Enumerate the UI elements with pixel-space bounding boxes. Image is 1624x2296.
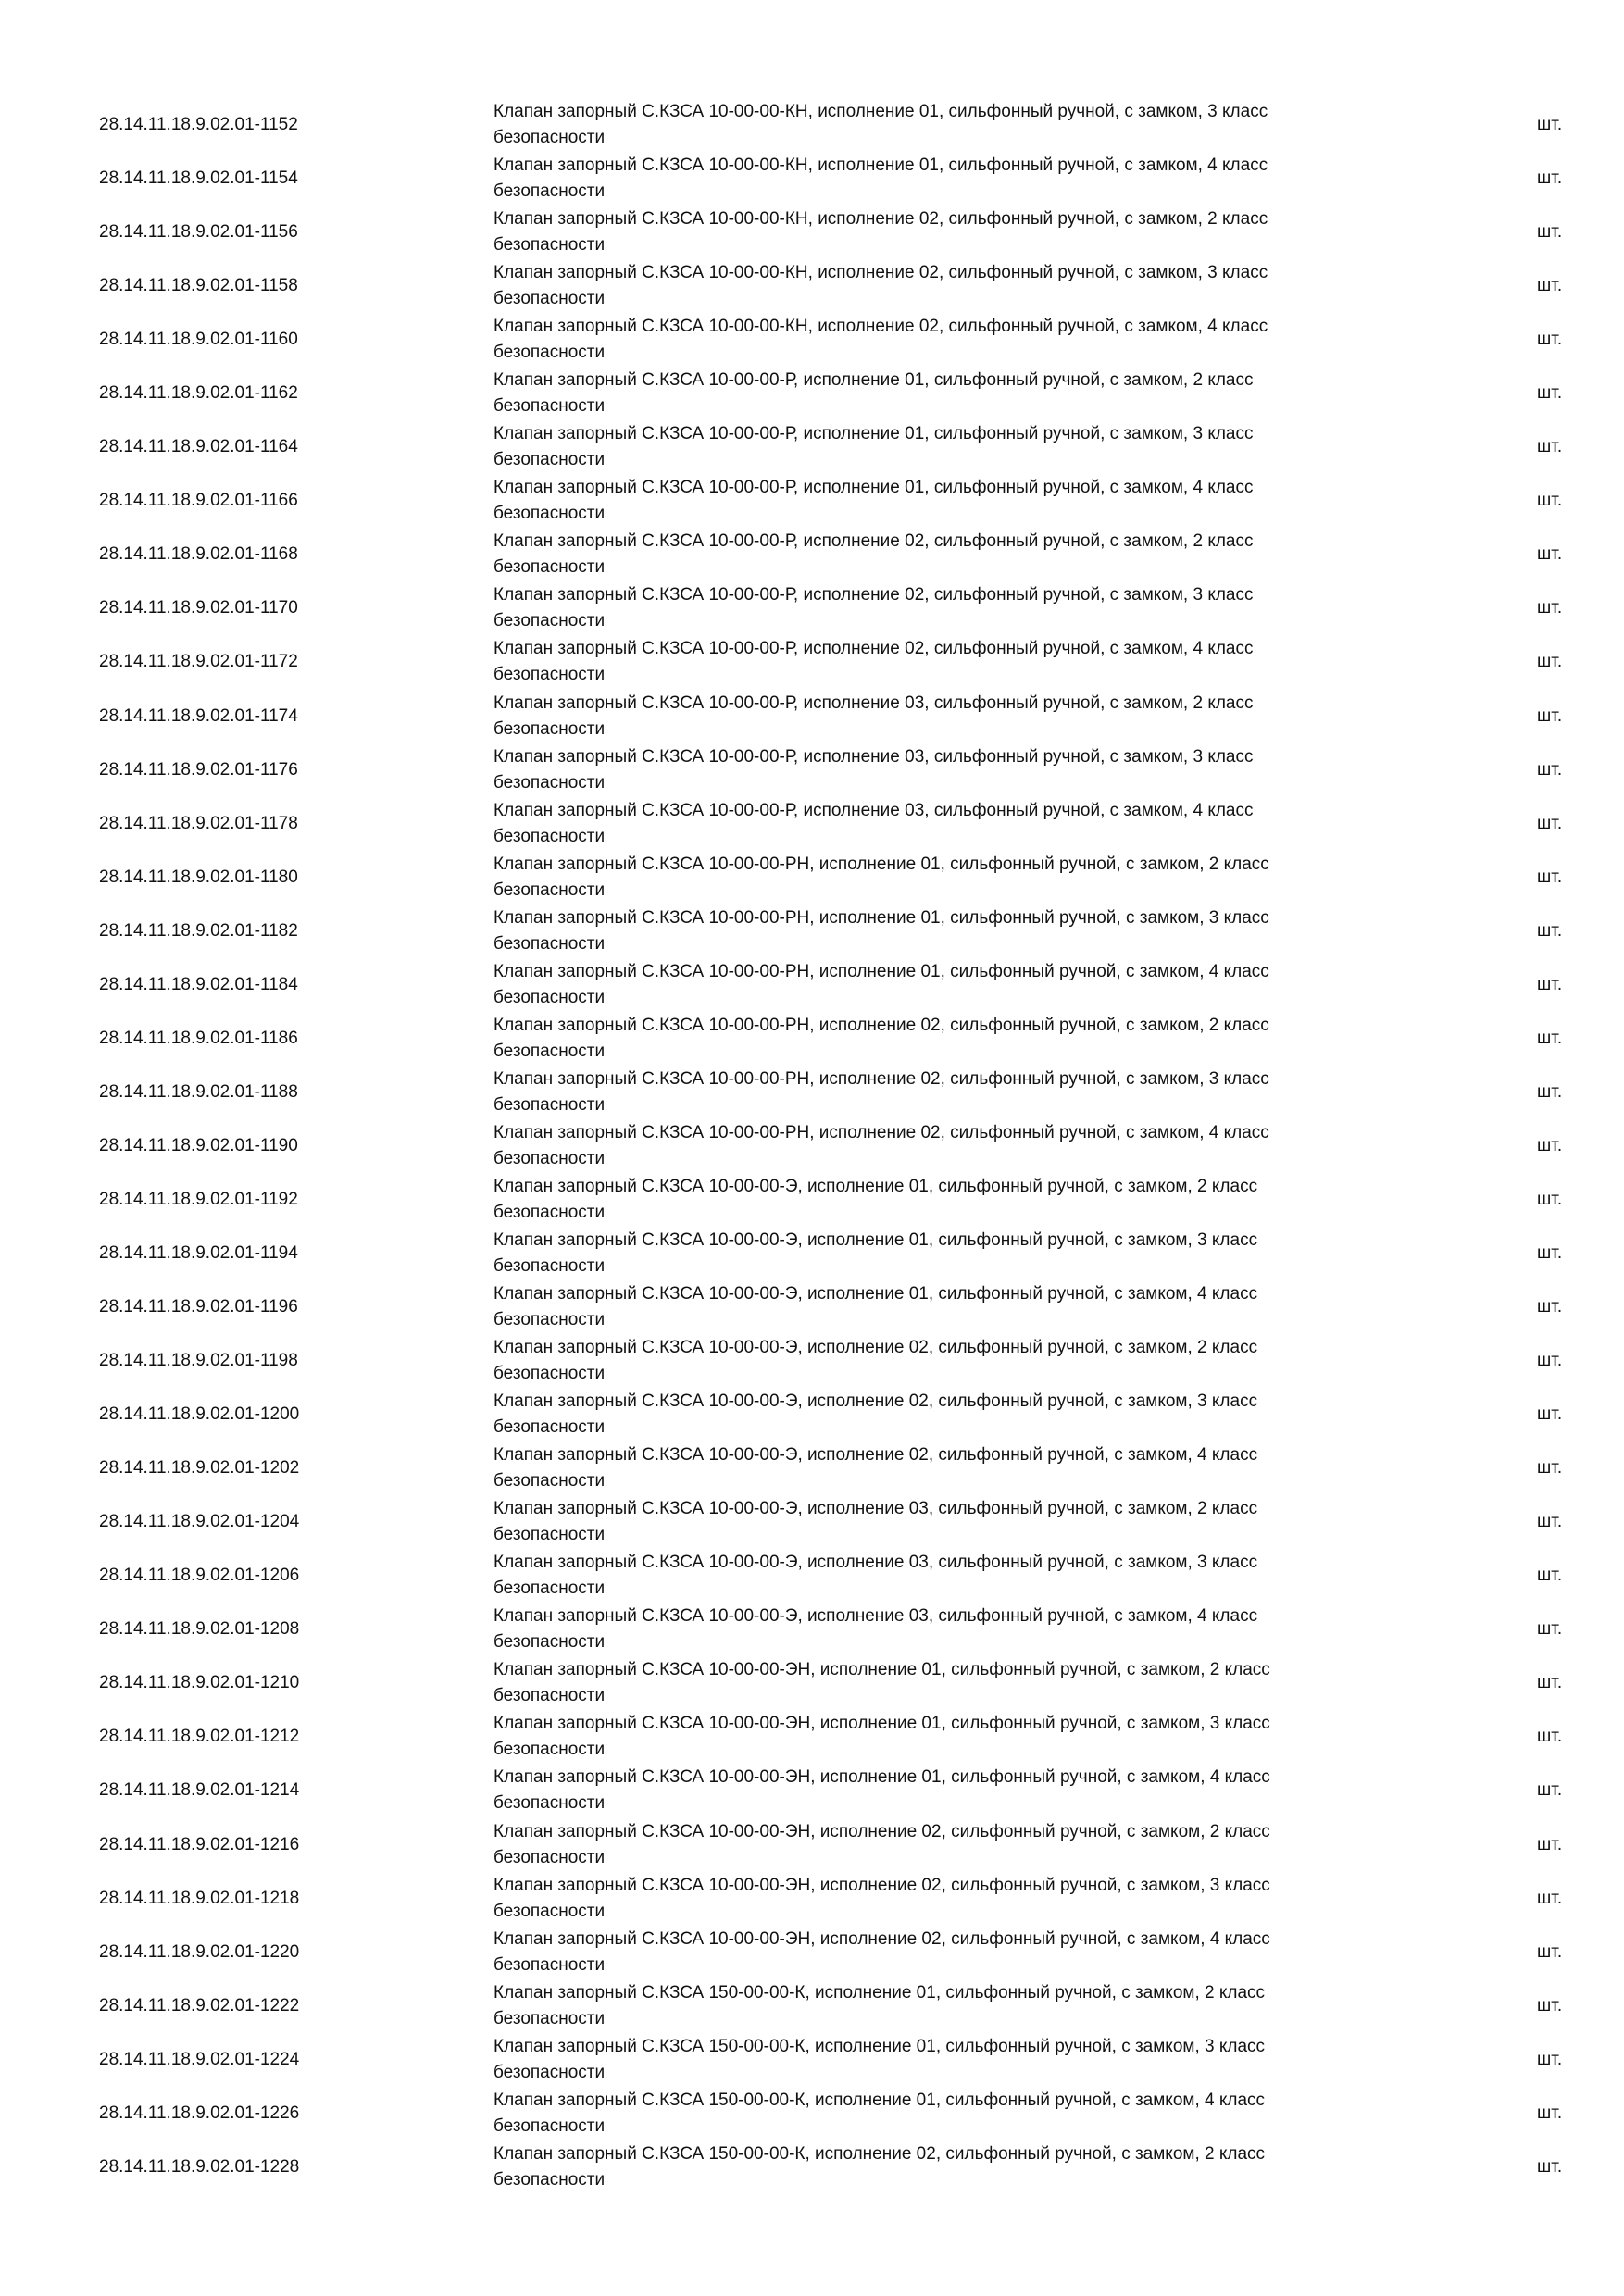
table-row [0, 635, 1624, 689]
item-description: Клапан запорный С.КЗСА 10-00-00-РН, исполнение 02, сильфонный ручной, с замком, 2 класс безопасности [493, 1015, 1269, 1061]
table-row [0, 1119, 1624, 1173]
item-code: 28.14.11.18.9.02.01-1228 [99, 2156, 300, 2177]
item-unit: шт. [1537, 544, 1563, 565]
item-unit: шт. [1537, 2049, 1563, 2069]
item-code: 28.14.11.18.9.02.01-1200 [99, 1404, 300, 1425]
item-unit: шт. [1537, 1404, 1563, 1425]
item-description: Клапан запорный С.КЗСА 10-00-00-Р, исполнение 03, сильфонный ручной, с замком, 4 класс безопасности [493, 800, 1254, 846]
table-row [0, 1173, 1624, 1227]
item-code: 28.14.11.18.9.02.01-1202 [99, 1458, 300, 1479]
item-code: 28.14.11.18.9.02.01-1192 [99, 1189, 298, 1209]
item-description: Клапан запорный С.КЗСА 10-00-00-РН, исполнение 02, сильфонный ручной, с замком, 3 класс безопасности [493, 1068, 1269, 1115]
table-row [0, 313, 1624, 367]
table-row [0, 1979, 1624, 2033]
item-unit: шт. [1537, 1297, 1563, 1317]
table-row [0, 1818, 1624, 1872]
item-code: 28.14.11.18.9.02.01-1176 [99, 759, 298, 780]
table-row [0, 958, 1624, 1012]
table-row [0, 851, 1624, 905]
item-description: Клапан запорный С.КЗСА 10-00-00-Р, исполнение 01, сильфонный ручной, с замком, 4 класс безопасности [493, 478, 1254, 524]
item-code: 28.14.11.18.9.02.01-1214 [99, 1780, 300, 1801]
item-description: Клапан запорный С.КЗСА 10-00-00-Р, исполнение 02, сильфонный ручной, с замком, 3 класс безопасности [493, 585, 1254, 631]
table-row [0, 1066, 1624, 1119]
item-code: 28.14.11.18.9.02.01-1196 [99, 1297, 298, 1317]
table-row [0, 1872, 1624, 1926]
item-unit: шт. [1537, 1780, 1563, 1801]
item-description: Клапан запорный С.КЗСА 10-00-00-КН, исполнение 01, сильфонный ручной, с замком, 4 класс безопасности [493, 156, 1268, 202]
table-row [0, 690, 1624, 743]
item-unit: шт. [1537, 1135, 1563, 1155]
item-description: Клапан запорный С.КЗСА 10-00-00-Э, исполнение 02, сильфонный ручной, с замком, 4 класс безопасности [493, 1445, 1258, 1491]
item-unit: шт. [1537, 491, 1563, 511]
table-row [0, 2033, 1624, 2087]
item-unit: шт. [1537, 222, 1563, 243]
item-unit: шт. [1537, 1189, 1563, 1209]
item-description: Клапан запорный С.КЗСА 10-00-00-Р, исполнение 01, сильфонный ручной, с замком, 2 класс безопасности [493, 370, 1254, 417]
item-unit: шт. [1537, 705, 1563, 726]
item-unit: шт. [1537, 276, 1563, 296]
item-description: Клапан запорный С.КЗСА 10-00-00-КН, исполнение 02, сильфонный ручной, с замком, 4 класс безопасности [493, 317, 1268, 363]
price-table [0, 98, 1624, 2194]
item-code: 28.14.11.18.9.02.01-1218 [99, 1888, 300, 1908]
item-description: Клапан запорный С.КЗСА 150-00-00-К, исполнение 01, сильфонный ручной, с замком, 3 класс безопасности [493, 2036, 1266, 2082]
table-row [0, 1710, 1624, 1764]
item-description: Клапан запорный С.КЗСА 10-00-00-Э, исполнение 01, сильфонный ручной, с замком, 4 класс безопасности [493, 1284, 1258, 1330]
item-code: 28.14.11.18.9.02.01-1198 [99, 1351, 298, 1371]
table-row [0, 152, 1624, 206]
item-code: 28.14.11.18.9.02.01-1204 [99, 1512, 300, 1532]
item-code: 28.14.11.18.9.02.01-1210 [99, 1673, 300, 1693]
item-description: Клапан запорный С.КЗСА 10-00-00-КН, исполнение 02, сильфонный ручной, с замком, 3 класс безопасности [493, 263, 1268, 309]
item-unit: шт. [1537, 1458, 1563, 1479]
item-unit: шт. [1537, 1619, 1563, 1640]
table-row [0, 1603, 1624, 1656]
item-code: 28.14.11.18.9.02.01-1170 [99, 598, 298, 618]
item-description: Клапан запорный С.КЗСА 10-00-00-ЭН, исполнение 02, сильфонный ручной, с замком, 2 класс безопасности [493, 1821, 1270, 1867]
item-description: Клапан запорный С.КЗСА 10-00-00-Э, исполнение 03, сильфонный ручной, с замком, 4 класс безопасности [493, 1606, 1258, 1653]
table-row [0, 905, 1624, 958]
item-unit: шт. [1537, 2156, 1563, 2177]
item-unit: шт. [1537, 1242, 1563, 1263]
item-description: Клапан запорный С.КЗСА 10-00-00-РН, исполнение 02, сильфонный ручной, с замком, 4 класс безопасности [493, 1122, 1269, 1168]
item-code: 28.14.11.18.9.02.01-1184 [99, 974, 298, 994]
item-unit: шт. [1537, 813, 1563, 833]
item-description: Клапан запорный С.КЗСА 10-00-00-РН, исполнение 01, сильфонный ручной, с замком, 2 класс безопасности [493, 854, 1269, 900]
item-unit: шт. [1537, 598, 1563, 618]
item-unit: шт. [1537, 1673, 1563, 1693]
table-row [0, 581, 1624, 635]
item-unit: шт. [1537, 920, 1563, 941]
item-description: Клапан запорный С.КЗСА 150-00-00-К, исполнение 01, сильфонный ручной, с замком, 4 класс безопасности [493, 2090, 1266, 2136]
item-code: 28.14.11.18.9.02.01-1174 [99, 705, 298, 726]
table-row [0, 2140, 1624, 2194]
item-code: 28.14.11.18.9.02.01-1208 [99, 1619, 300, 1640]
item-description: Клапан запорный С.КЗСА 10-00-00-Р, исполнение 01, сильфонный ручной, с замком, 3 класс безопасности [493, 424, 1254, 470]
item-code: 28.14.11.18.9.02.01-1164 [99, 437, 298, 457]
item-unit: шт. [1537, 383, 1563, 404]
item-description: Клапан запорный С.КЗСА 10-00-00-Р, исполнение 03, сильфонный ручной, с замком, 3 класс безопасности [493, 746, 1254, 792]
table-row [0, 1227, 1624, 1280]
table-row [0, 420, 1624, 474]
table-row [0, 1334, 1624, 1388]
item-code: 28.14.11.18.9.02.01-1194 [99, 1242, 298, 1263]
item-description: Клапан запорный С.КЗСА 150-00-00-К, исполнение 01, сильфонный ручной, с замком, 2 класс безопасности [493, 1982, 1266, 2028]
table-row [0, 1280, 1624, 1334]
item-description: Клапан запорный С.КЗСА 10-00-00-РН, исполнение 01, сильфонный ручной, с замком, 4 класс безопасности [493, 961, 1269, 1007]
item-unit: шт. [1537, 974, 1563, 994]
item-code: 28.14.11.18.9.02.01-1206 [99, 1566, 300, 1586]
item-code: 28.14.11.18.9.02.01-1182 [99, 920, 298, 941]
item-code: 28.14.11.18.9.02.01-1168 [99, 544, 298, 565]
table-row [0, 474, 1624, 528]
item-unit: шт. [1537, 1834, 1563, 1854]
item-description: Клапан запорный С.КЗСА 10-00-00-Э, исполнение 02, сильфонный ручной, с замком, 2 класс безопасности [493, 1338, 1258, 1384]
item-description: Клапан запорный С.КЗСА 10-00-00-КН, исполнение 01, сильфонный ручной, с замком, 3 класс безопасности [493, 102, 1268, 147]
item-description: Клапан запорный С.КЗСА 10-00-00-ЭН, исполнение 02, сильфонный ручной, с замком, 4 класс безопасности [493, 1928, 1270, 1975]
item-code: 28.14.11.18.9.02.01-1178 [99, 813, 298, 833]
item-code: 28.14.11.18.9.02.01-1226 [99, 2103, 300, 2123]
item-unit: шт. [1537, 1888, 1563, 1908]
table-row [0, 743, 1624, 797]
table-row [0, 206, 1624, 259]
item-code: 28.14.11.18.9.02.01-1162 [99, 383, 298, 404]
table-row [0, 259, 1624, 313]
item-unit: шт. [1537, 1941, 1563, 1962]
item-description: Клапан запорный С.КЗСА 150-00-00-К, исполнение 02, сильфонный ручной, с замком, 2 класс безопасности [493, 2143, 1266, 2190]
item-code: 28.14.11.18.9.02.01-1160 [99, 330, 298, 350]
item-description: Клапан запорный С.КЗСА 10-00-00-Э, исполнение 01, сильфонный ручной, с замком, 2 класс безопасности [493, 1176, 1258, 1222]
item-unit: шт. [1537, 1727, 1563, 1747]
item-unit: шт. [1537, 168, 1563, 189]
item-description: Клапан запорный С.КЗСА 10-00-00-Э, исполнение 03, сильфонный ручной, с замком, 3 класс безопасности [493, 1553, 1258, 1599]
item-code: 28.14.11.18.9.02.01-1154 [99, 168, 298, 189]
item-code: 28.14.11.18.9.02.01-1220 [99, 1941, 300, 1962]
table-row [0, 1012, 1624, 1066]
item-description: Клапан запорный С.КЗСА 10-00-00-Э, исполнение 03, сильфонный ручной, с замком, 2 класс безопасности [493, 1499, 1258, 1545]
table-row [0, 1764, 1624, 1817]
item-unit: шт. [1537, 1512, 1563, 1532]
item-description: Клапан запорный С.КЗСА 10-00-00-Э, исполнение 02, сильфонный ручной, с замком, 3 класс безопасности [493, 1391, 1258, 1438]
item-code: 28.14.11.18.9.02.01-1156 [99, 222, 298, 243]
item-unit: шт. [1537, 1028, 1563, 1048]
table-row [0, 1495, 1624, 1549]
table-row [0, 528, 1624, 581]
item-description: Клапан запорный С.КЗСА 10-00-00-РН, исполнение 01, сильфонный ручной, с замком, 3 класс безопасности [493, 907, 1269, 954]
item-code: 28.14.11.18.9.02.01-1172 [99, 652, 298, 672]
item-unit: шт. [1537, 1081, 1563, 1102]
item-description: Клапан запорный С.КЗСА 10-00-00-ЭН, исполнение 02, сильфонный ручной, с замком, 3 класс безопасности [493, 1875, 1270, 1921]
table-row [0, 1388, 1624, 1441]
item-code: 28.14.11.18.9.02.01-1190 [99, 1135, 298, 1155]
item-code: 28.14.11.18.9.02.01-1158 [99, 276, 298, 296]
table-row [0, 1926, 1624, 1979]
item-description: Клапан запорный С.КЗСА 10-00-00-ЭН, исполнение 01, сильфонный ручной, с замком, 4 класс безопасности [493, 1767, 1270, 1814]
item-code: 28.14.11.18.9.02.01-1216 [99, 1834, 300, 1854]
item-unit: шт. [1537, 652, 1563, 672]
item-unit: шт. [1537, 1995, 1563, 2015]
item-unit: шт. [1537, 2103, 1563, 2123]
item-unit: шт. [1537, 867, 1563, 887]
item-description: Клапан запорный С.КЗСА 10-00-00-КН, исполнение 02, сильфонный ручной, с замком, 2 класс безопасности [493, 209, 1268, 256]
item-description: Клапан запорный С.КЗСА 10-00-00-ЭН, исполнение 01, сильфонный ручной, с замком, 2 класс безопасности [493, 1660, 1270, 1706]
item-code: 28.14.11.18.9.02.01-1166 [99, 491, 298, 511]
item-code: 28.14.11.18.9.02.01-1186 [99, 1028, 298, 1048]
item-unit: шт. [1537, 330, 1563, 350]
item-unit: шт. [1537, 1566, 1563, 1586]
table-row [0, 1656, 1624, 1710]
table-row [0, 1549, 1624, 1603]
item-code: 28.14.11.18.9.02.01-1224 [99, 2049, 300, 2069]
item-description: Клапан запорный С.КЗСА 10-00-00-ЭН, исполнение 01, сильфонный ручной, с замком, 3 класс безопасности [493, 1714, 1270, 1760]
item-description: Клапан запорный С.КЗСА 10-00-00-Р, исполнение 02, сильфонный ручной, с замком, 2 класс безопасности [493, 531, 1254, 578]
item-code: 28.14.11.18.9.02.01-1152 [99, 115, 298, 134]
table-row [0, 2087, 1624, 2140]
item-description: Клапан запорный С.КЗСА 10-00-00-Р, исполнение 02, сильфонный ручной, с замком, 4 класс безопасности [493, 639, 1254, 685]
table-row [0, 1441, 1624, 1495]
item-description: Клапан запорный С.КЗСА 10-00-00-Р, исполнение 03, сильфонный ручной, с замком, 2 класс безопасности [493, 693, 1254, 739]
item-unit: шт. [1537, 115, 1563, 134]
item-code: 28.14.11.18.9.02.01-1188 [99, 1081, 298, 1102]
item-description: Клапан запорный С.КЗСА 10-00-00-Э, исполнение 01, сильфонный ручной, с замком, 3 класс безопасности [493, 1229, 1258, 1276]
item-code: 28.14.11.18.9.02.01-1222 [99, 1995, 300, 2015]
table-row [0, 98, 1624, 152]
table-row [0, 367, 1624, 420]
item-unit: шт. [1537, 437, 1563, 457]
item-code: 28.14.11.18.9.02.01-1180 [99, 867, 298, 887]
item-unit: шт. [1537, 759, 1563, 780]
item-code: 28.14.11.18.9.02.01-1212 [99, 1727, 300, 1747]
table-row [0, 797, 1624, 851]
item-unit: шт. [1537, 1351, 1563, 1371]
